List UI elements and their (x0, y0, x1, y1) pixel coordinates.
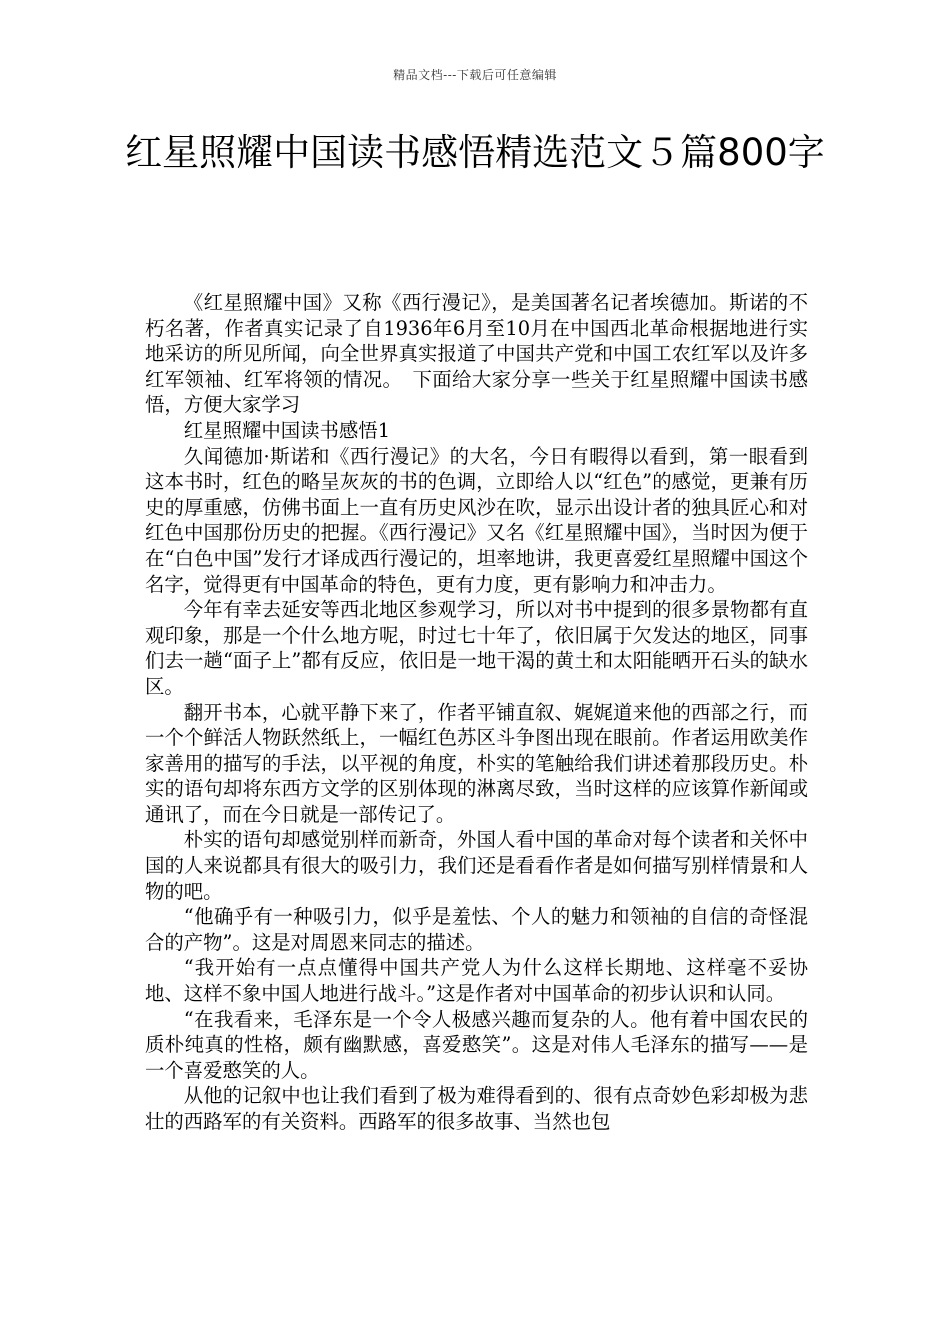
paragraph: 久闻德加·斯诺和《西行漫记》的大名，今日有暇得以看到，第一眼看到这本书时，红色的略呈灰灰的书的色调，立即给人以“红色”的感觉，更兼有历史的厚重感，仿佛书面上一直有历史风沙在吹，显示出设计者的独具匠心和对红色中国那份历史的把握。《西行漫记》又名《红星照耀中国》，当时因为便于在“白色中国”发行才译成西行漫记的，坦率地讲，我更喜爱红星照耀中国这个名字，觉得更有中国革命的特色，更有力度，更有影响力和冲击力。 (145, 444, 808, 596)
paragraph-intro: 《红星照耀中国》又称《西行漫记》，是美国著名记者埃德加。斯诺的不朽名著，作者真实记录了自1936年6月至10月在中国西北革命根据地进行实地采访的所见所闻，向全世界真实报道了中国共产党和中国工农红军以及许多红军领袖、红军将领的情况。 下面给大家分享一些关于红星照耀中国读书感悟，方便大家学习 (145, 291, 808, 417)
quote-paragraph: “我开始有一点点懂得中国共产党人为什么这样长期地、这样毫不妥协地、这样不象中国人地进行战斗。”这是作者对中国革命的初步认识和认同。 (145, 956, 808, 1006)
document-title: 红星照耀中国读书感悟精选范文５篇800字 (125, 131, 825, 174)
quote-paragraph: “在我看来，毛泽东是一个令人极感兴趣而复杂的人。他有着中国农民的质朴纯真的性格，颇有幽默感，喜爱憨笑”。这是对伟人毛泽东的描写——是一个喜爱憨笑的人。 (145, 1007, 808, 1082)
paragraph: 朴实的语句却感觉别样而新奇，外国人看中国的革命对每个读者和关怀中国的人来说都具有很大的吸引力，我们还是看看作者是如何描写别样情景和人物的吧。 (145, 828, 808, 903)
paragraph: 翻开书本，心就平静下来了，作者平铺直叙、娓娓道来他的西部之行，而一个个鲜活人物跃然纸上，一幅红色苏区斗争图出现在眼前。作者运用欧美作家善用的描写的手法，以平视的角度，朴实的笔触给我们讲述着那段历史。朴实的语句却将东西方文学的区别体现的淋离尽致，当时这样的应该算作新闻或通讯了，而在今日就是一部传记了。 (145, 700, 808, 826)
header-note: 精品文档---下载后可任意编辑 (393, 68, 557, 82)
section-heading: 红星照耀中国读书感悟1 (183, 418, 391, 442)
paragraph: 今年有幸去延安等西北地区参观学习，所以对书中提到的很多景物都有直观印象，那是一个什么地方呢，时过七十年了，依旧属于欠发达的地区，同事们去一趟“面子上”都有反应，依旧是一地干渴的黄土和太阳能晒开石头的缺水区。 (145, 598, 808, 698)
paragraph: 从他的记叙中也让我们看到了极为难得看到的、很有点奇妙色彩却极为悲壮的西路军的有关资料。西路军的很多故事、当然也包 (145, 1084, 808, 1133)
quote-paragraph: “他确乎有一种吸引力，似乎是羞怯、个人的魅力和领袖的自信的奇怪混合的产物”。这是对周恩来同志的描述。 (145, 905, 808, 954)
document-body (145, 290, 808, 1135)
